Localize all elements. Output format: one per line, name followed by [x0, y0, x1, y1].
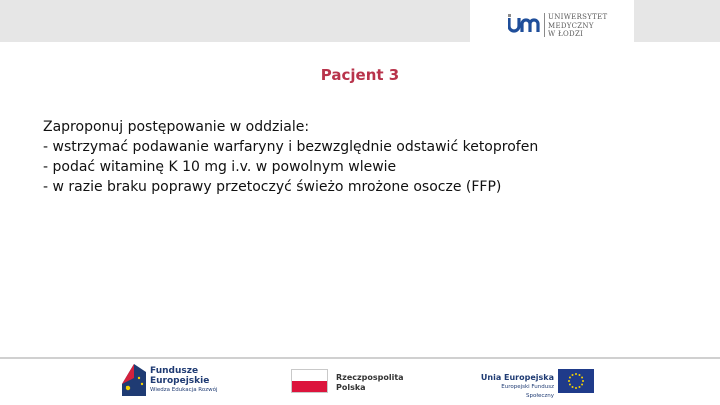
- fundusze-europejskie-text: [150, 366, 218, 394]
- slide-title: Pacjent 3: [320, 66, 400, 84]
- fe-line-3: Wiedza Edukacja Rozwój: [150, 387, 218, 393]
- eu-star-icon: [579, 386, 581, 388]
- rp-line-2: Polska: [336, 382, 366, 392]
- ue-line-1: Unia Europejska: [480, 373, 554, 382]
- poland-flag-icon: [291, 369, 328, 393]
- eu-flag-icon: [558, 369, 594, 393]
- rzeczpospolita-text: [336, 373, 404, 392]
- eu-star-icon: [572, 374, 574, 376]
- eu-star-icon: [581, 377, 583, 379]
- eu-star-icon: [569, 377, 571, 379]
- university-name: [548, 13, 608, 39]
- fundusze-europejskie-logo-icon: [122, 364, 146, 396]
- university-name-line-1: UNIWERSYTET: [548, 13, 608, 21]
- eu-star-icon: [569, 384, 571, 386]
- university-name-line-3: W ŁODZI: [548, 30, 584, 38]
- rp-line-1: Rzeczpospolita: [336, 373, 404, 382]
- eu-star-icon: [572, 386, 574, 388]
- body-line-3: - podać witaminę K 10 mg i.v. w powolnym wlewie: [43, 159, 397, 175]
- university-name-line-2: MEDYCZNY: [548, 21, 594, 30]
- fe-line-1: Fundusze: [150, 366, 199, 376]
- um-logo-icon: [508, 14, 540, 34]
- slide-body: [43, 117, 683, 197]
- body-line-2: - wstrzymać podawanie warfaryny i bezwzględnie odstawić ketoprofen: [43, 139, 539, 155]
- eu-star-icon: [581, 384, 583, 386]
- body-line-1: Zaproponuj postępowanie w oddziale:: [43, 119, 310, 135]
- eu-star-icon: [575, 373, 577, 375]
- eu-star-icon: [579, 374, 581, 376]
- eu-star-icon: [575, 387, 577, 389]
- fe-line-2: Europejskie: [150, 376, 210, 386]
- footer-divider: [0, 357, 720, 359]
- eu-star-icon: [568, 380, 570, 382]
- unia-europejska-text: [474, 373, 554, 402]
- logo-separator: [544, 13, 545, 37]
- body-line-4: - w razie braku poprawy przetoczyć świeżo mrożone osocze (FFP): [43, 179, 502, 195]
- eu-star-icon: [582, 380, 584, 382]
- ue-line-2: Europejski Fundusz Społeczny: [501, 383, 554, 399]
